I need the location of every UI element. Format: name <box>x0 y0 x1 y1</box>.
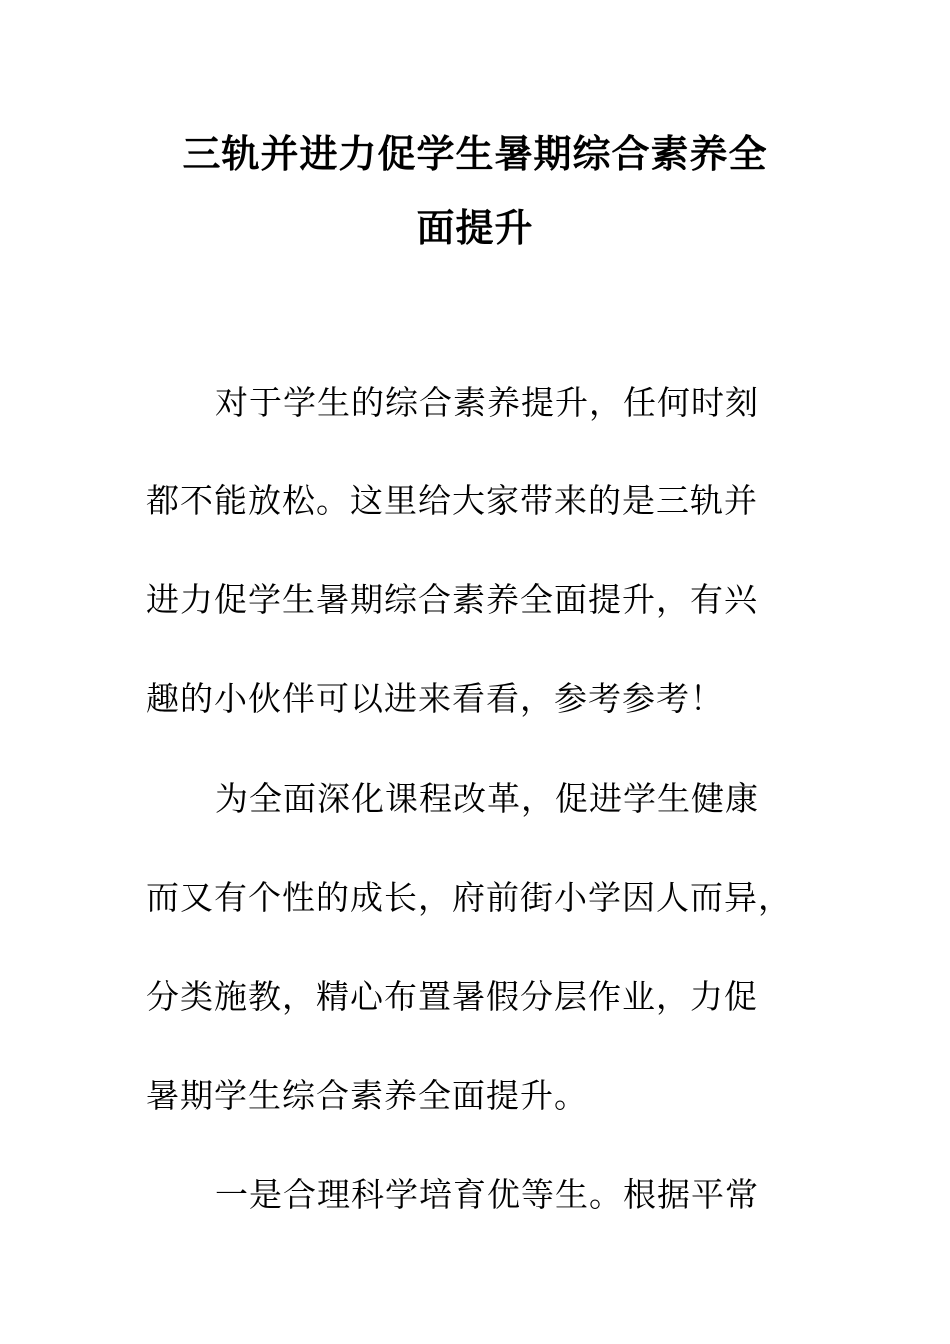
paragraph-3-line-1: 一是合理科学培育优等生。根据平常 <box>215 1175 759 1214</box>
paragraph-2-line-4: 暑期学生综合素养全面提升。 <box>146 1076 588 1115</box>
paragraph-1-line-2: 都不能放松。这里给大家带来的是三轨并 <box>146 481 758 520</box>
document-title-line-1: 三轨并进力促学生暑期综合素养全 <box>182 132 768 176</box>
paragraph-1-line-1: 对于学生的综合素养提升，任何时刻 <box>215 383 759 422</box>
paragraph-2-line-3: 分类施教，精心布置暑假分层作业，力促 <box>146 977 758 1016</box>
paragraph-1-line-3: 进力促学生暑期综合素养全面提升，有兴 <box>146 580 758 619</box>
paragraph-2-line-2: 而又有个性的成长，府前街小学因人而异， <box>146 878 792 917</box>
paragraph-1-line-4: 趣的小伙伴可以进来看看，参考参考！ <box>146 679 724 718</box>
paragraph-2-line-1: 为全面深化课程改革，促进学生健康 <box>215 779 759 818</box>
document-title-line-2: 面提升 <box>416 206 534 250</box>
